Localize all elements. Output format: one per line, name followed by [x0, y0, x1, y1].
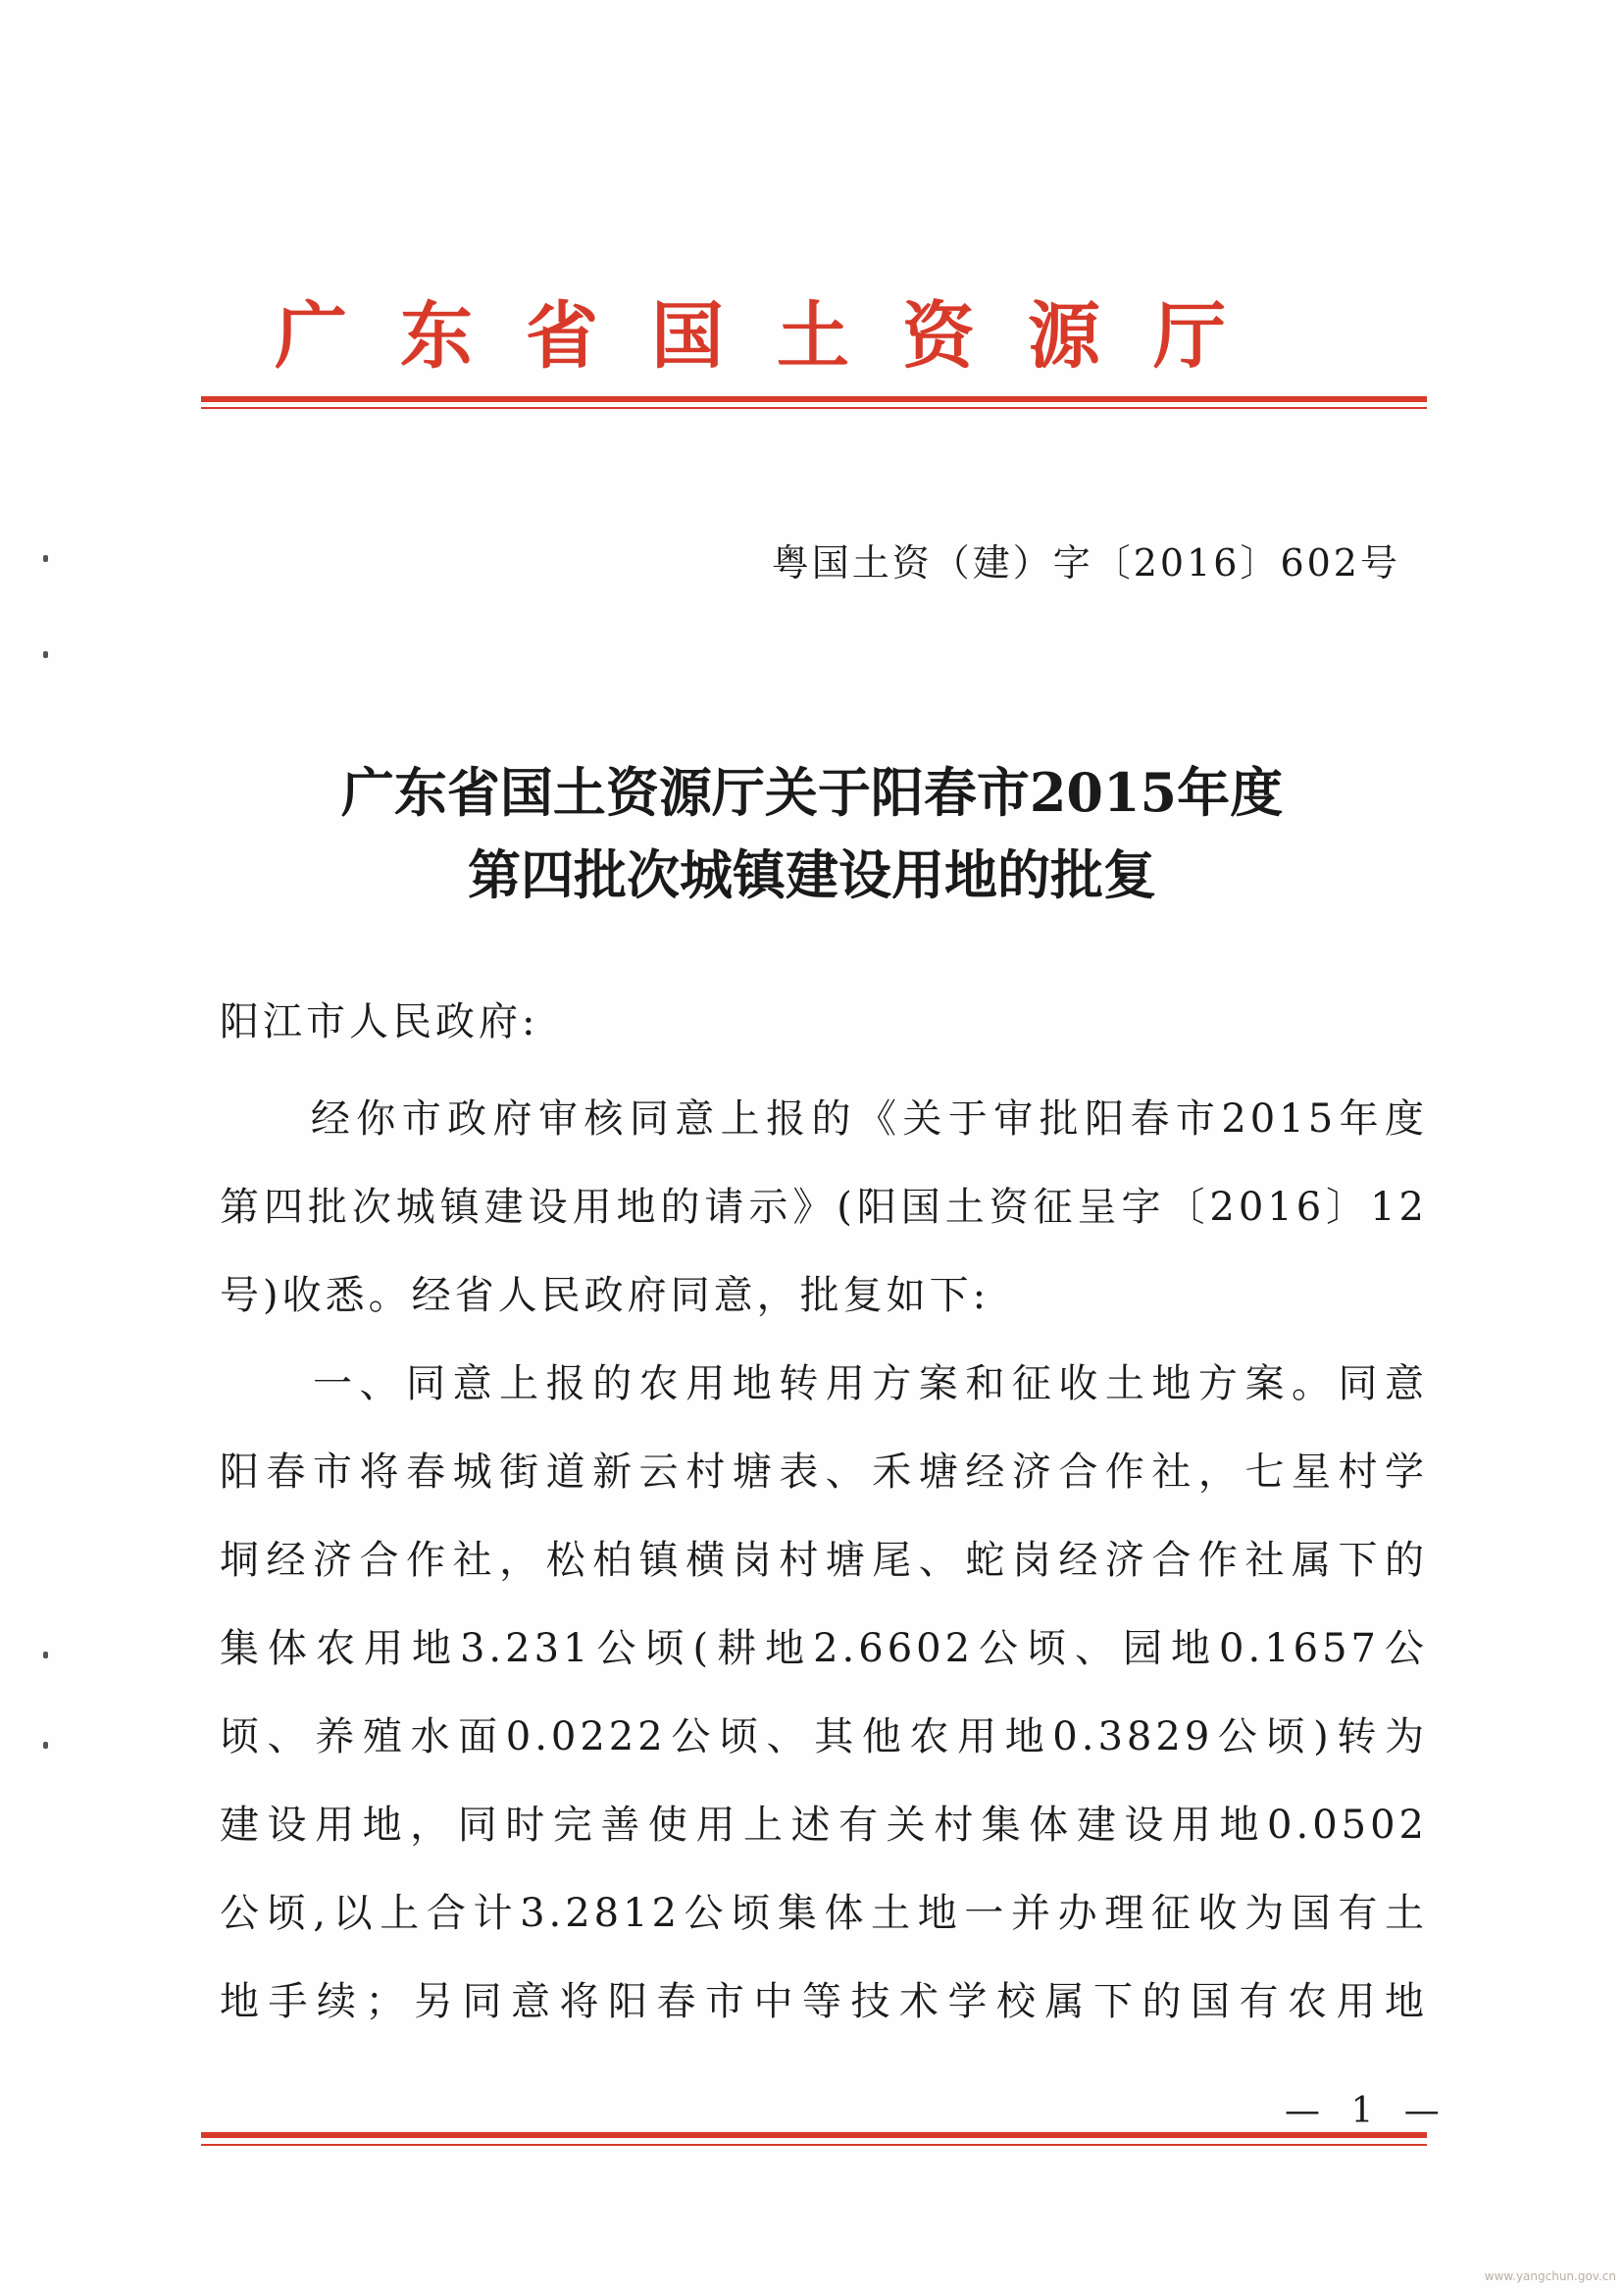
letterhead-rule-thin — [201, 407, 1427, 409]
document-title-line-2: 第四批次城镇建设用地的批复 — [468, 843, 1156, 906]
footer-rule-thick — [201, 2132, 1427, 2138]
body-line: 阳春市将春城街道新云村塘表、禾塘经济合作社，七星村学 — [220, 1450, 1428, 1495]
page-number: — 1 — — [1285, 2091, 1449, 2131]
body-line: 公顷,以上合计3.2812公顷集体土地一并办理征收为国有土 — [220, 1891, 1428, 1936]
body-line: 顷、养殖水面0.0222公顷、其他农用地0.3829公顷)转为 — [220, 1714, 1428, 1759]
body-line: 经你市政府审核同意上报的《关于审批阳春市2015年度 — [220, 1096, 1428, 1142]
binding-hole — [43, 651, 48, 658]
body-line: 号)收悉。经省人民政府同意，批复如下: — [220, 1273, 990, 1318]
binding-hole — [43, 1652, 48, 1658]
binding-hole — [43, 555, 48, 562]
footer-rule-thin — [201, 2144, 1427, 2146]
document-title-line-1: 广东省国土资源厅关于阳春市2015年度 — [340, 761, 1284, 824]
body-line: 垌经济合作社，松柏镇横岗村塘尾、蛇岗经济合作社属下的 — [220, 1538, 1428, 1583]
document-number: 粤国土资（建）字〔2016〕602号 — [771, 541, 1400, 585]
body-line: 第四批次城镇建设用地的请示》(阳国土资征呈字〔2016〕12 — [220, 1185, 1428, 1230]
body-line: 集体农用地3.231公顷(耕地2.6602公顷、园地0.1657公 — [220, 1626, 1428, 1671]
addressee: 阳江市人民政府: — [220, 999, 539, 1044]
body-line: 建设用地，同时完善使用上述有关村集体建设用地0.0502 — [220, 1803, 1428, 1848]
binding-hole — [43, 1742, 48, 1749]
site-watermark: www.yangchun.gov.cn — [1484, 2269, 1616, 2283]
body-line: 一、同意上报的农用地转用方案和征收土地方案。同意 — [220, 1361, 1428, 1406]
body-line: 地手续；另同意将阳春市中等技术学校属下的国有农用地 — [220, 1979, 1428, 2024]
letterhead-rule-thick — [201, 396, 1427, 402]
letterhead-org-name: 广东省国土资源厅 — [275, 294, 1279, 379]
